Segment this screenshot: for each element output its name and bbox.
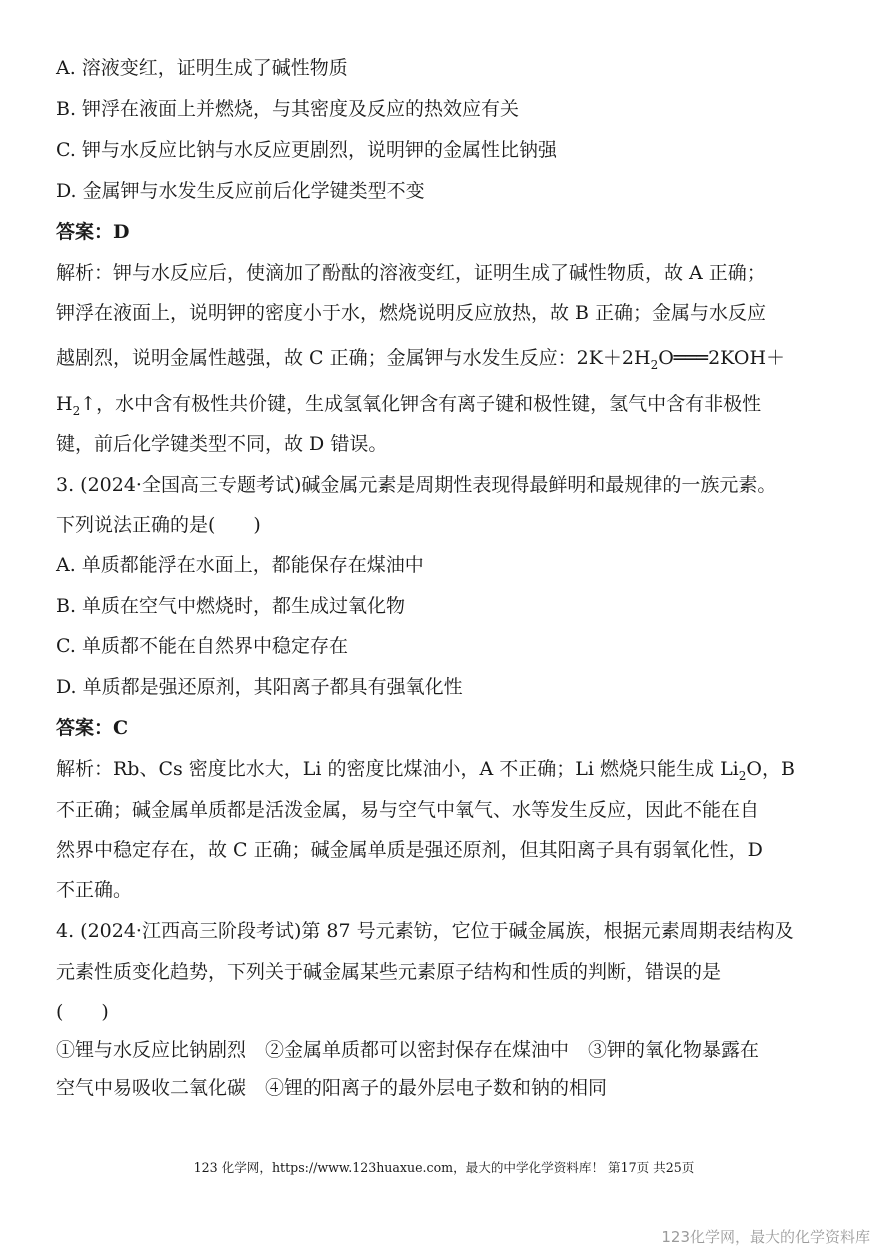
q3-exp1-tail: O，B (746, 758, 795, 780)
page-footer: 123 化学网，https://www.123huaxue.com，最大的中学化学资料库！ 第17页 共25页 (193, 1160, 695, 1175)
q2-explanation-line-3 (56, 346, 785, 377)
q2-option-c: C. 钾与水反应比钠与水反应更剧烈，说明钾的金属性比钠强 (56, 139, 557, 161)
watermark: 123化学网，最大的化学资料库 (661, 1228, 870, 1246)
q2-explanation-line-1: 解析：钾与水反应后，使滴加了酚酞的溶液变红，证明生成了碱性物质，故 A 正确； (56, 262, 766, 284)
q2-option-d: D. 金属钾与水发生反应前后化学键类型不变 (56, 180, 425, 202)
q2-option-a: A. 溶液变红，证明生成了碱性物质 (56, 57, 348, 79)
q3-answer: 答案：C (56, 717, 129, 739)
q3-option-a: A. 单质都能浮在水面上，都能保存在煤油中 (56, 554, 424, 576)
q2-explanation-line-5: 键，前后化学键类型不同，故 D 错误。 (56, 433, 388, 455)
q3-explanation-line-2: 不正确；碱金属单质都是活泼金属，易与空气中氧气、水等发生反应，因此不能在自 (56, 799, 760, 821)
q2-exp4-head: H (56, 393, 73, 415)
q2-option-b: B. 钾浮在液面上并燃烧，与其密度及反应的热效应有关 (56, 98, 520, 120)
q2-exp4-text: ↑，水中含有极性共价键，生成氢氧化钾含有离子键和极性键，氢气中含有非极性 (80, 393, 762, 415)
q3-stem-line-2: 下列说法正确的是( ) (56, 514, 261, 536)
q3-explanation-line-4: 不正确。 (56, 879, 133, 901)
q3-option-d: D. 单质都是强还原剂，其阳离子都具有强氧化性 (56, 676, 463, 698)
q3-stem-line-1: 3. (2024·全国高三专题考试)碱金属元素是周期性表现得最鲜明和最规律的一族元素。 (56, 474, 777, 496)
q3-explanation-line-1 (56, 757, 795, 788)
q4-items-line-2: 空气中易吸收二氧化碳 ④锂的阳离子的最外层电子数和钠的相同 (56, 1077, 608, 1099)
q3-option-b: B. 单质在空气中燃烧时，都生成过氧化物 (56, 595, 406, 617)
q2-explanation-line-2: 钾浮在液面上，说明钾的密度小于水，燃烧说明反应放热，故 B 正确；金属与水反应 (56, 302, 767, 324)
q2-explanation-line-4 (56, 392, 761, 423)
q4-stem-line-2: 元素性质变化趋势，下列关于碱金属某些元素原子结构和性质的判断，错误的是 (56, 961, 722, 983)
q4-items-line-1: ①锂与水反应比钠剧烈 ②金属单质都可以密封保存在煤油中 ③钾的氧化物暴露在 (56, 1039, 760, 1061)
q3-exp1-text: 解析：Rb、Cs 密度比水大，Li 的密度比煤油小，A 不正确；Li 燃烧只能生成 Li (56, 758, 739, 780)
q3-explanation-line-3: 然界中稳定存在，故 C 正确；碱金属单质是强还原剂，但其阳离子具有弱氧化性，D (56, 839, 763, 861)
q2-answer: 答案：D (56, 221, 130, 243)
q2-exp4-subscript: 2 (72, 403, 81, 418)
q2-exp3-subscript: 2 (650, 357, 659, 372)
q4-stem-line-3: ( ) (56, 1001, 109, 1023)
q2-exp3-text: 越剧烈，说明金属性越强，故 C 正确；金属钾与水发生反应：2K＋2H (56, 347, 651, 369)
q3-exp1-subscript: 2 (738, 768, 747, 783)
q4-stem-line-1: 4. (2024·江西高三阶段考试)第 87 号元素钫，它位于碱金属族，根据元素周期表结构及 (56, 920, 794, 942)
q3-option-c: C. 单质都不能在自然界中稳定存在 (56, 635, 348, 657)
q2-exp3-tail: O═══2KOH＋ (658, 347, 786, 369)
